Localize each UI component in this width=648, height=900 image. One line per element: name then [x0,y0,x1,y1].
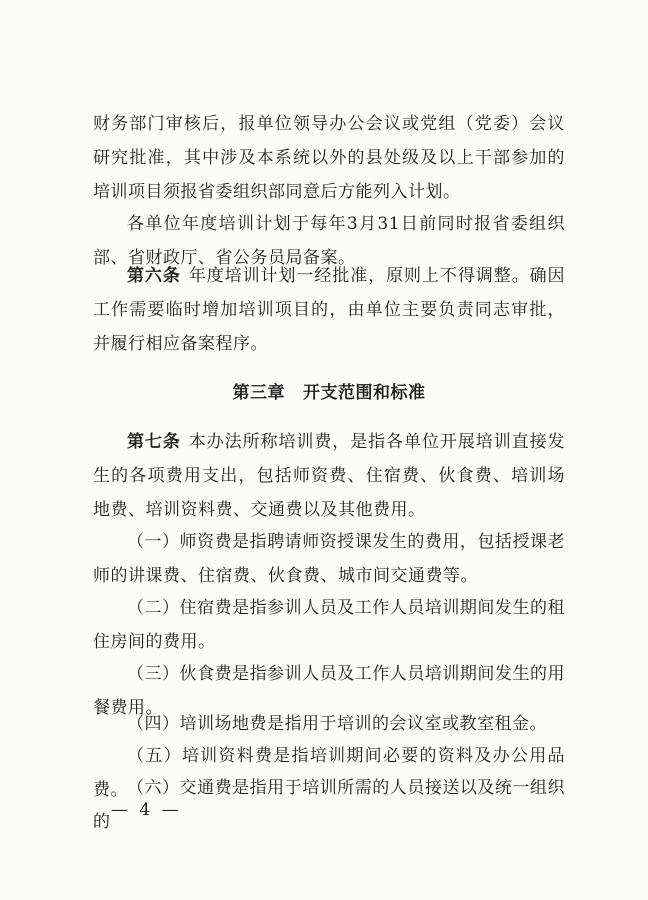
paragraph-filing-deadline: 各单位年度培训计划于每年3月31日前同时报省委组织部、省财政厅、省公务员局备案。 [93,214,565,268]
chapter-number: 第三章 [232,383,285,403]
list-item-teacher-fee: （一）师资费是指聘请师资授课发生的费用，包括授课老师的讲课费、住宿费、伙食费、城市间交通费等。 [93,532,565,586]
article-7-heading: 第七条 [127,432,181,452]
article-6-text: 年度培训计划一经批准，原则上不得调整。确因工作需要临时增加培训项目的，由单位主要负责同志审批，并履行相应备案程序。 [93,266,566,354]
chapter-heading [93,378,565,403]
list-item-venue-fee: （四）培训场地费是指用于培训的会议室或教室租金。 [127,714,547,734]
list-item-transport-fee: （六）交通费是指用于培训所需的人员接送以及统一组织的 [93,778,565,832]
list-item-meal-fee: （三）伙食费是指参训人员及工作人员培训期间发生的用餐费用。 [93,664,565,718]
paragraph-approval-process: 财务部门审核后，报单位领导办公会议或党组（党委）会议研究批准，其中涉及本系统以外的县处级及以上干部参加的培训项目须报省委组织部同意后方能列入计划。 [93,114,565,202]
article-6 [93,259,565,361]
list-item-materials-fee: （五）培训资料费是指培训期间必要的资料及办公用品费。 [93,746,565,800]
list-item-accommodation-fee: （二）住宿费是指参训人员及工作人员培训期间发生的租住房间的费用。 [93,598,565,652]
article-7-text: 本办法所称培训费，是指各单位开展培训直接发生的各项费用支出，包括师资费、住宿费、伙食费、培训场地费、培训资料费、交通费以及其他费用。 [93,432,566,520]
article-6-heading: 第六条 [127,266,181,286]
article-7 [93,425,565,527]
page-number: — 4 — [111,800,182,820]
chapter-title: 开支范围和标准 [303,383,426,403]
